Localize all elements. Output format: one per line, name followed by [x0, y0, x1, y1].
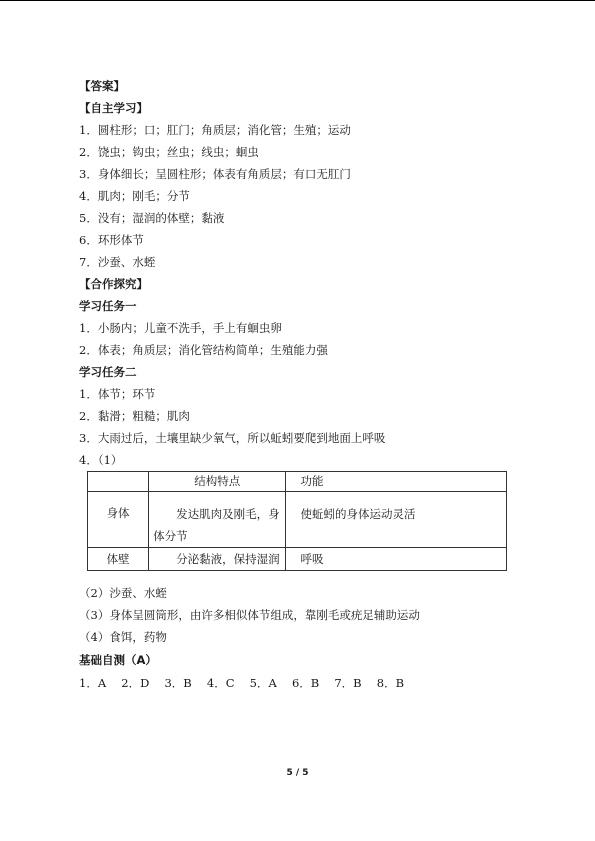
coop-heading: 【合作探究】	[79, 277, 148, 291]
task2-item-3: 3．大雨过后，土壤里缺少氧气，所以蚯蚓要爬到地面上呼吸	[79, 431, 386, 445]
table-cell-function: 使蚯蚓的身体运动灵活	[286, 492, 507, 548]
task2-item-4: 4．（1）	[79, 453, 123, 467]
task1-item-1: 1．小肠内；儿童不洗手，手上有蛔虫卵	[79, 321, 282, 335]
self-study-item-7: 7．沙蚕、水蛭	[79, 255, 156, 269]
self-study-item-2: 2．饶虫；钩虫；丝虫；线虫；蛔虫	[79, 145, 259, 159]
answer-heading: 【答案】	[79, 79, 125, 93]
after-table-item-3: （4）食饵，药物	[79, 630, 167, 644]
table-cell-feature: 发达肌肉及刚毛，身体分节	[149, 492, 286, 548]
top-rule	[0, 0, 595, 1]
structure-function-table	[87, 471, 507, 571]
task1-title: 学习任务一	[79, 299, 137, 313]
table-row	[88, 492, 507, 548]
self-study-item-3: 3．身体细长；呈圆柱形；体表有角质层；有口无肛门	[79, 167, 351, 181]
task2-item-2: 2．黏滑；粗糙；肌肉	[79, 409, 190, 423]
basic-test-title: 基础自测（A）	[79, 653, 157, 667]
after-table-item-2: （3）身体呈圆筒形，由许多相似体节组成，靠刚毛或疣足辅助运动	[79, 608, 420, 622]
table-cell-feature: 分泌黏液，保持湿润	[149, 548, 286, 571]
self-study-item-4: 4．肌肉；刚毛；分节	[79, 189, 190, 203]
table-row-label: 体壁	[88, 548, 149, 571]
self-study-item-5: 5．没有；湿润的体壁；黏液	[79, 211, 225, 225]
self-study-heading: 【自主学习】	[79, 101, 148, 115]
after-table-item-1: （2）沙蚕、水蛭	[79, 586, 167, 600]
table-row	[88, 548, 507, 571]
task1-item-2: 2．体表；角质层；消化管结构简单；生殖能力强	[79, 343, 328, 357]
table-header-row	[88, 472, 507, 492]
table-header-cell: 结构特点	[149, 472, 286, 492]
table-cell-function: 呼吸	[286, 548, 507, 571]
table-row-label: 身体	[88, 492, 149, 548]
self-study-item-6: 6．环形体节	[79, 233, 144, 247]
task2-item-1: 1．体节；环节	[79, 387, 156, 401]
basic-test-answers: 1．A 2．D 3．B 4．C 5．A 6．B 7．B 8．B	[79, 676, 405, 690]
task2-title: 学习任务二	[79, 365, 137, 379]
table-header-cell: 功能	[286, 472, 507, 492]
self-study-item-1: 1．圆柱形；口；肛门；角质层；消化管；生殖；运动	[79, 123, 351, 137]
page-number: 5 / 5	[286, 768, 309, 778]
table-header-cell	[88, 472, 149, 492]
